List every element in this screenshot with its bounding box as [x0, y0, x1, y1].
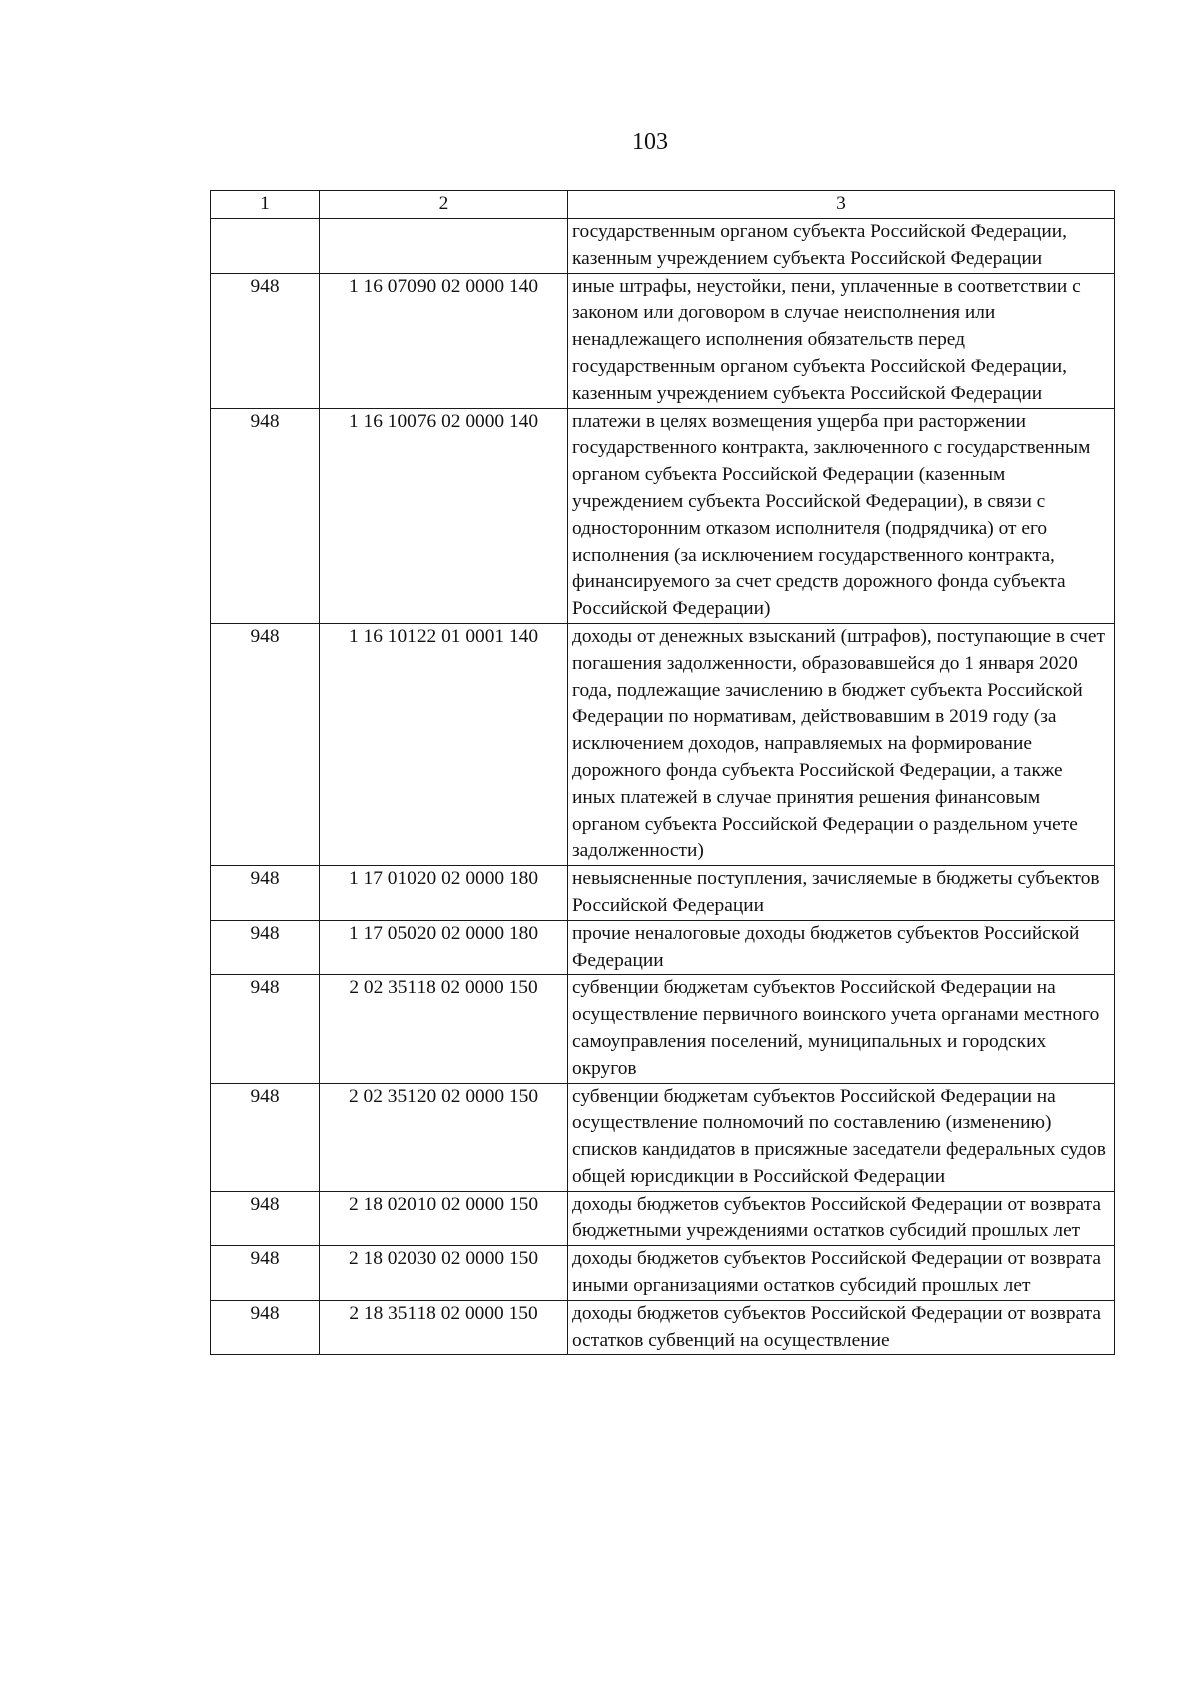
admin-code-cell: 948	[211, 623, 320, 865]
table-row	[211, 975, 1115, 1083]
table-row	[211, 1083, 1115, 1191]
admin-code-cell: 948	[211, 408, 320, 623]
revenue-code-cell: 1 16 10076 02 0000 140	[320, 408, 568, 623]
table-row	[211, 1246, 1115, 1301]
admin-code-cell: 948	[211, 1300, 320, 1355]
admin-code-cell: 948	[211, 866, 320, 921]
column-header-1: 1	[211, 191, 320, 219]
table-row	[211, 623, 1115, 865]
revenue-name-cell: субвенции бюджетам субъектов Российской Федерации на осуществление полномочий по составлению (изменению) списков кандидатов в присяжные заседатели федеральных судов общей юрисдикции в Российской Федерации	[568, 1083, 1115, 1191]
revenue-code-cell: 1 17 01020 02 0000 180	[320, 866, 568, 921]
revenue-code-cell: 2 02 35120 02 0000 150	[320, 1083, 568, 1191]
revenue-code-cell: 2 02 35118 02 0000 150	[320, 975, 568, 1083]
table-row	[211, 1300, 1115, 1355]
table-row	[211, 273, 1115, 408]
revenue-code-cell: 1 17 05020 02 0000 180	[320, 920, 568, 975]
revenue-name-cell: доходы бюджетов субъектов Российской Федерации от возврата бюджетными учреждениями остатков субсидий прошлых лет	[568, 1191, 1115, 1246]
table-header-row	[211, 191, 1115, 219]
revenue-name-cell: субвенции бюджетам субъектов Российской Федерации на осуществление первичного воинского учета органами местного самоуправления поселений, муниципальных и городских округов	[568, 975, 1115, 1083]
column-header-3: 3	[568, 191, 1115, 219]
revenue-name-cell: иные штрафы, неустойки, пени, уплаченные в соответствии с законом или договором в случае неисполнения или ненадлежащего исполнения обязательств перед государственным органом субъекта Российской Федерации, казенным учреждением субъекта Российской Федерации	[568, 273, 1115, 408]
table-row	[211, 1191, 1115, 1246]
table-row	[211, 219, 1115, 274]
table-row	[211, 408, 1115, 623]
revenue-name-cell: доходы от денежных взысканий (штрафов), поступающие в счет погашения задолженности, образовавшейся до 1 января 2020 года, подлежащие зачислению в бюджет субъекта Российской Федерации по нормативам, действовавшим в 2019 году (за исключением доходов, направляемых на формирование дорожного фонда субъекта Российской Федерации, а также иных платежей в случае принятия решения финансовым органом субъекта Российской Федерации о раздельном учете задолженности)	[568, 623, 1115, 865]
revenue-code-cell: 1 16 10122 01 0001 140	[320, 623, 568, 865]
column-header-2: 2	[320, 191, 568, 219]
revenue-code-cell: 2 18 02010 02 0000 150	[320, 1191, 568, 1246]
revenue-name-cell: доходы бюджетов субъектов Российской Федерации от возврата иными организациями остатков субсидий прошлых лет	[568, 1246, 1115, 1301]
admin-code-cell: 948	[211, 920, 320, 975]
admin-code-cell: 948	[211, 1246, 320, 1301]
revenue-code-cell: 2 18 35118 02 0000 150	[320, 1300, 568, 1355]
revenue-code-cell: 1 16 07090 02 0000 140	[320, 273, 568, 408]
revenue-name-cell: прочие неналоговые доходы бюджетов субъектов Российской Федерации	[568, 920, 1115, 975]
admin-code-cell: 948	[211, 975, 320, 1083]
revenue-code-cell	[320, 219, 568, 274]
revenue-codes-table	[210, 190, 1115, 1355]
revenue-name-cell: платежи в целях возмещения ущерба при расторжении государственного контракта, заключенного с государственным органом субъекта Российской Федерации (казенным учреждением субъекта Российской Федерации), в связи с односторонним отказом исполнителя (подрядчика) от его исполнения (за исключением государственного контракта, финансируемого за счет средств дорожного фонда субъекта Российской Федерации)	[568, 408, 1115, 623]
revenue-name-cell: доходы бюджетов субъектов Российской Федерации от возврата остатков субвенций на осуществление	[568, 1300, 1115, 1355]
admin-code-cell	[211, 219, 320, 274]
revenue-code-cell: 2 18 02030 02 0000 150	[320, 1246, 568, 1301]
page-number: 103	[632, 129, 668, 155]
admin-code-cell: 948	[211, 1191, 320, 1246]
admin-code-cell: 948	[211, 273, 320, 408]
table-row	[211, 866, 1115, 921]
revenue-name-cell: государственным органом субъекта Российской Федерации, казенным учреждением субъекта Российской Федерации	[568, 219, 1115, 274]
admin-code-cell: 948	[211, 1083, 320, 1191]
table-row	[211, 920, 1115, 975]
revenue-name-cell: невыясненные поступления, зачисляемые в бюджеты субъектов Российской Федерации	[568, 866, 1115, 921]
